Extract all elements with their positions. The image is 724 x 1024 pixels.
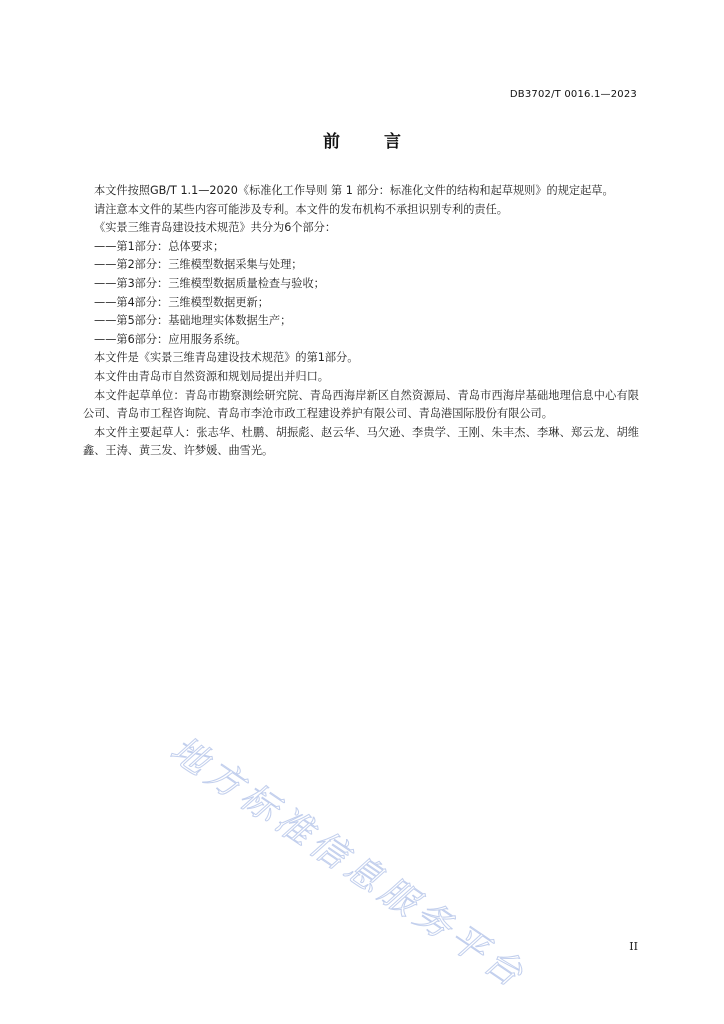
list-item-part-4: ——第4部分：三维模型数据更新； (94, 295, 269, 309)
list-item-part-1: ——第1部分：总体要求； (94, 239, 225, 253)
paragraph-drafting-basis: 本文件按照GB/T 1.1—2020《标准化工作导则 第 1 部分：标准化文件的结构和起草规则》的规定起草。 (94, 184, 614, 197)
list-item-part-3: ——第3部分：三维模型数据质量检查与验收； (94, 276, 325, 290)
paragraph-proposer: 本文件由青岛市自然资源和规划局提出并归口。 (94, 369, 329, 383)
paragraph-drafting-units: 本文件起草单位：青岛市勘察测绘研究院、青岛西海岸新区自然资源局、青岛市西海岸基础地理信息中心有限公司、青岛市工程咨询院、青岛市李沧市政工程建设养护有限公司、青岛港国际股份有限公司。 (83, 388, 639, 421)
page-number: II (629, 940, 638, 953)
list-item-part-2: ——第2部分：三维模型数据采集与处理； (94, 258, 303, 272)
list-item-part-5: ——第5部分：基础地理实体数据生产； (94, 314, 292, 328)
list-item-part-6: ——第6部分：应用服务系统。 (94, 332, 247, 346)
foreword-body (83, 182, 639, 461)
paragraph-patent-notice: 请注意本文件的某些内容可能涉及专利。本文件的发布机构不承担识别专利的责任。 (94, 202, 508, 216)
page-title: 前言 (323, 132, 445, 152)
paragraph-drafters: 本文件主要起草人：张志华、杜鹏、胡振彪、赵云华、马欠逊、李贵学、王刚、朱丰杰、李琳、郑云龙、胡维鑫、王涛、黄三发、许梦媛、曲雪光。 (83, 425, 639, 458)
document-code: DB3702/T 0016.1—2023 (509, 89, 637, 100)
paragraph-this-part: 本文件是《实景三维青岛建设技术规范》的第1部分。 (94, 351, 359, 365)
watermark: 地方标准信息服务平台 (162, 728, 534, 998)
paragraph-parts-intro: 《实景三维青岛建设技术规范》共分为6个部分： (94, 221, 337, 235)
